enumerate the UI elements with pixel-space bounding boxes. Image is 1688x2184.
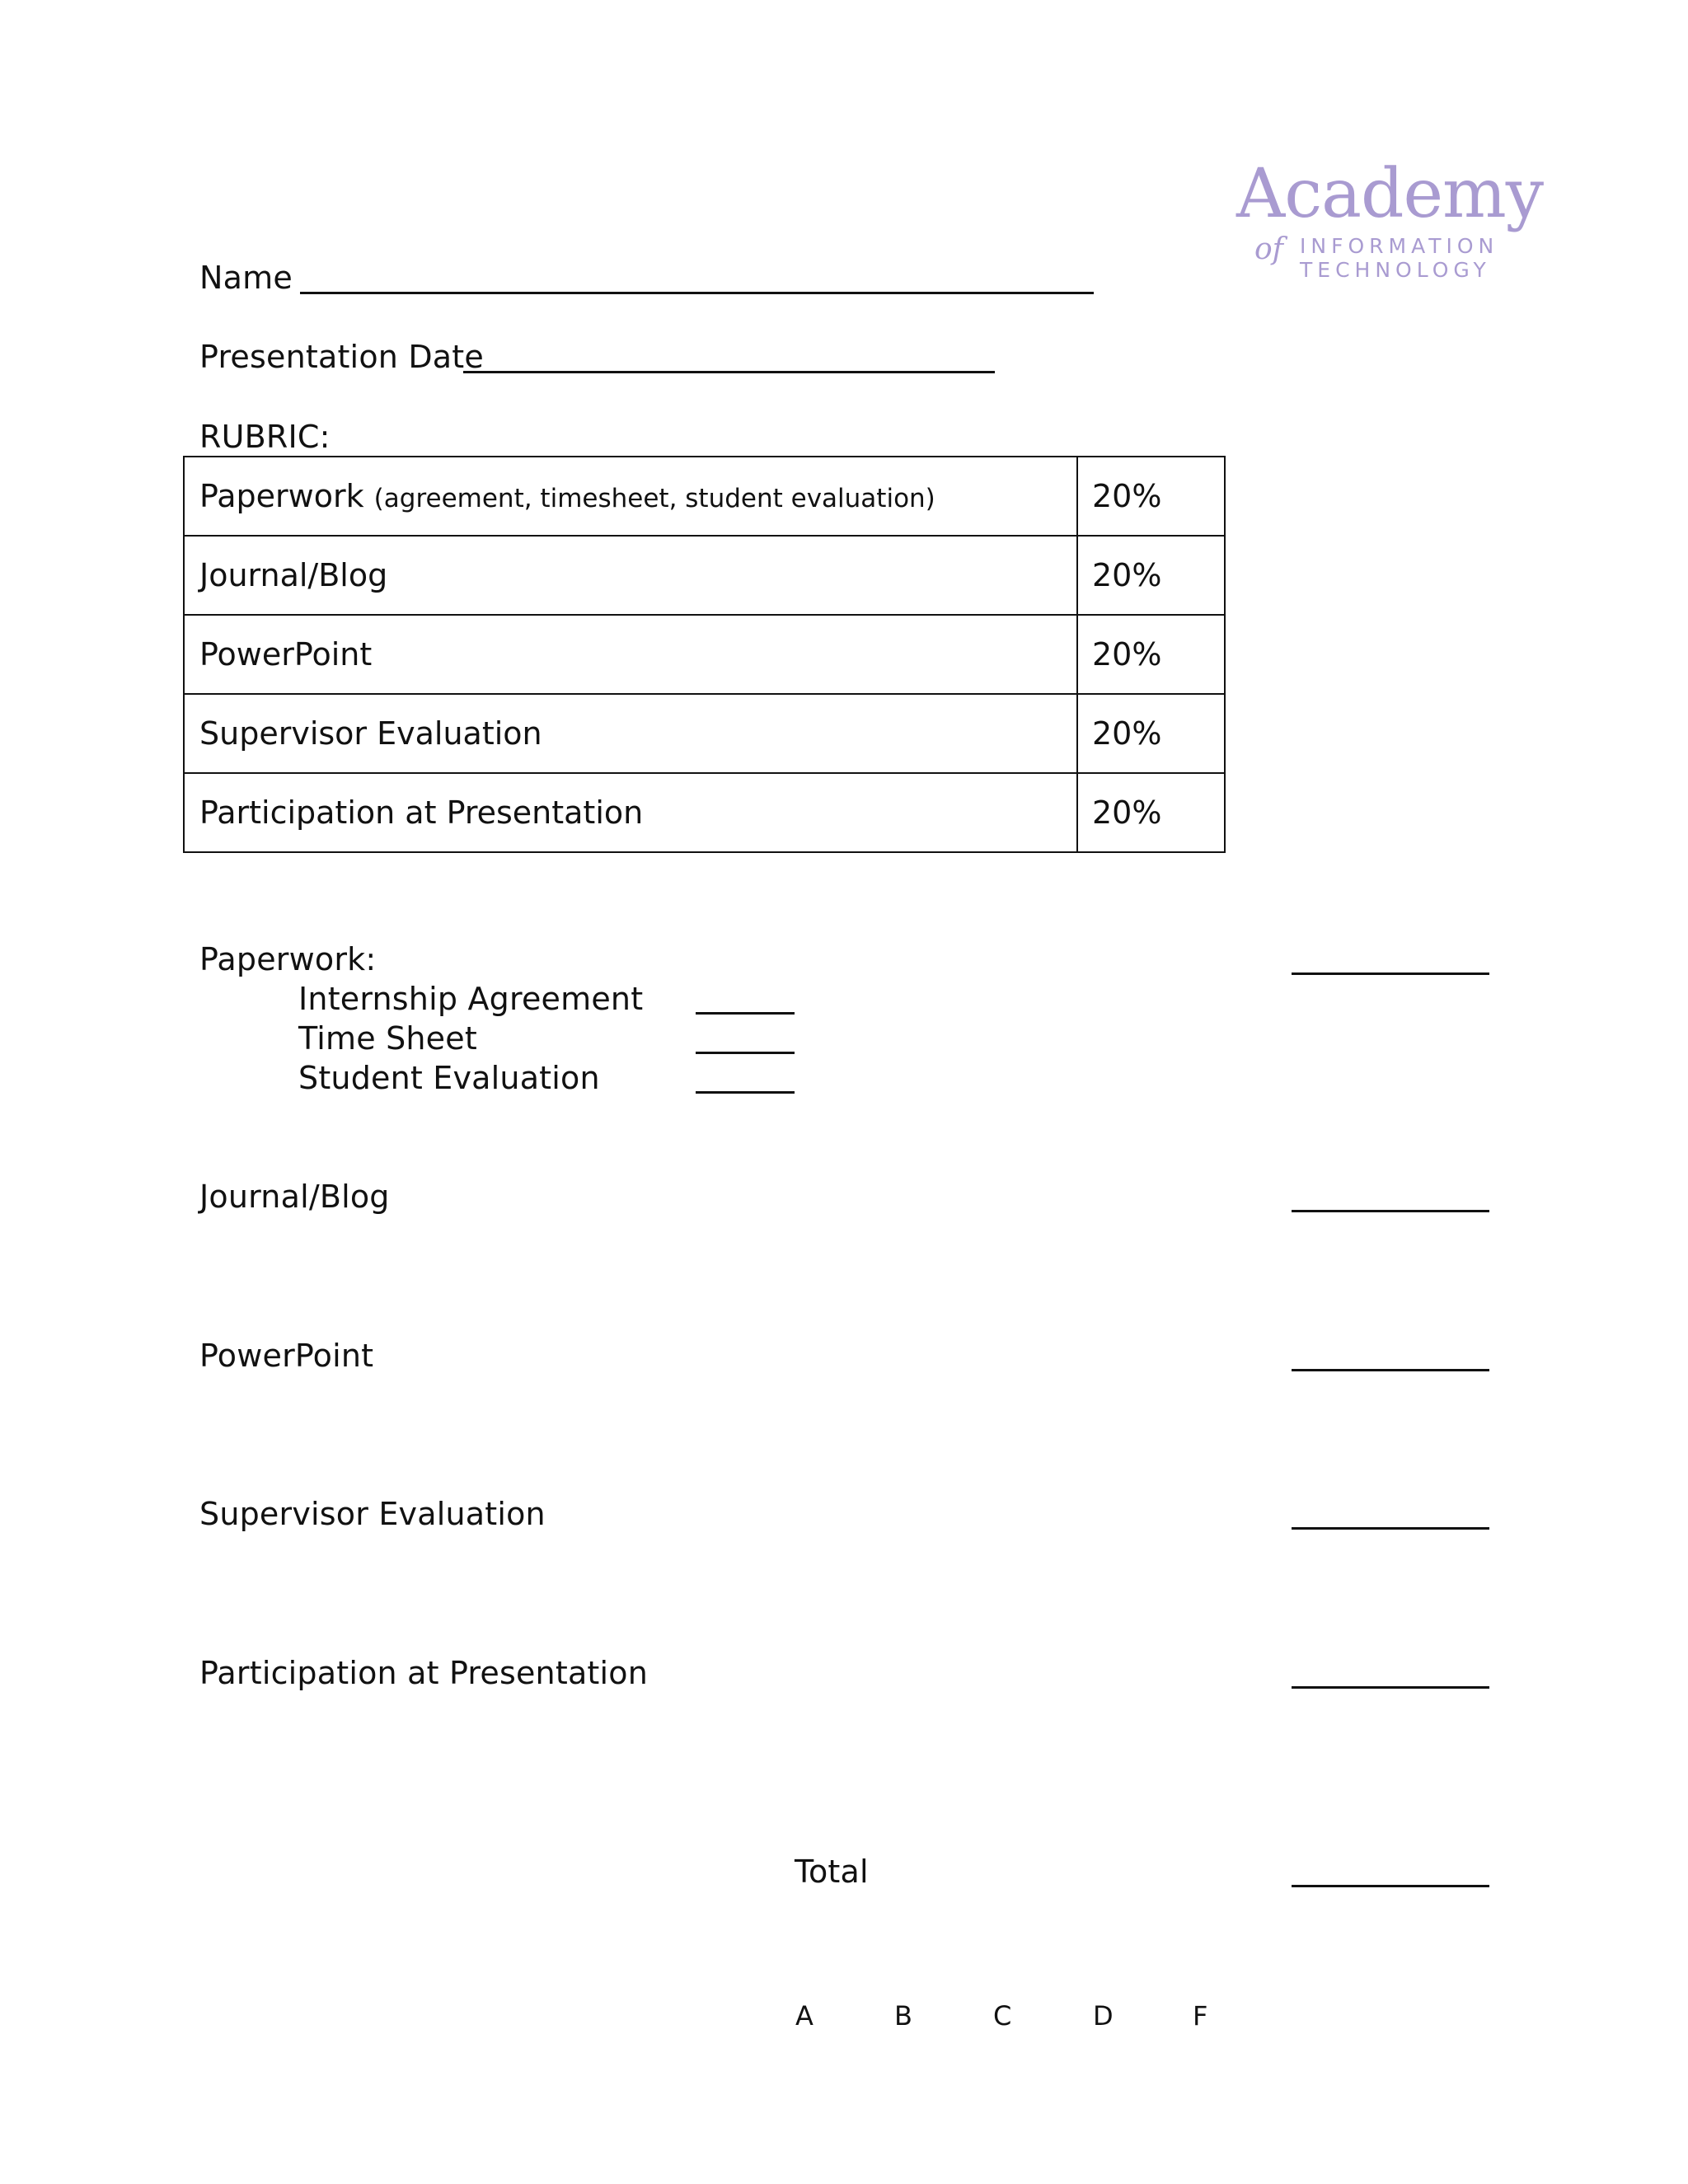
rubric-criterion-note: (agreement, timesheet, student evaluation)	[373, 484, 935, 513]
rubric-criterion: Journal/Blog	[184, 536, 1077, 615]
name-label: Name	[199, 260, 293, 296]
total-label: Total	[795, 1854, 869, 1890]
rubric-table	[183, 456, 1226, 853]
participation-score-label: Participation at Presentation	[199, 1655, 649, 1691]
rubric-weight: 20%	[1077, 457, 1225, 536]
rubric-weight: 20%	[1077, 615, 1225, 694]
supervisor-score-line[interactable]	[1292, 1527, 1489, 1530]
internship-agreement-line[interactable]	[696, 1012, 795, 1015]
logo-line-2: TECHNOLOGY	[1300, 258, 1491, 282]
rubric-criterion: Participation at Presentation	[184, 773, 1077, 852]
rubric-criterion: Paperwork (agreement, timesheet, student evaluation)	[184, 457, 1077, 536]
presentation-date-label: Presentation Date	[199, 339, 484, 375]
grade-d[interactable]: D	[1093, 2000, 1114, 2032]
powerpoint-score-label: PowerPoint	[199, 1338, 374, 1374]
rubric-row	[184, 773, 1225, 852]
rubric-row	[184, 457, 1225, 536]
rubric-weight: 20%	[1077, 694, 1225, 773]
rubric-criterion: Supervisor Evaluation	[184, 694, 1077, 773]
name-field-line[interactable]	[300, 292, 1094, 294]
grade-a[interactable]: A	[795, 2000, 814, 2032]
logo-line-1: INFORMATION	[1300, 234, 1499, 258]
powerpoint-score-line[interactable]	[1292, 1369, 1489, 1371]
sub-item-label: Student Evaluation	[298, 1060, 600, 1096]
sub-item-label: Time Sheet	[298, 1020, 477, 1057]
rubric-weight: 20%	[1077, 773, 1225, 852]
grade-b[interactable]: B	[894, 2000, 913, 2032]
sub-item-label: Internship Agreement	[298, 981, 644, 1017]
journal-score-line[interactable]	[1292, 1210, 1489, 1212]
paperwork-score-line[interactable]	[1292, 972, 1489, 975]
rubric-heading: RUBRIC:	[199, 419, 331, 455]
rubric-criterion: PowerPoint	[184, 615, 1077, 694]
total-score-line[interactable]	[1292, 1885, 1489, 1887]
rubric-row	[184, 536, 1225, 615]
participation-score-line[interactable]	[1292, 1686, 1489, 1689]
student-evaluation-line[interactable]	[696, 1091, 795, 1094]
time-sheet-line[interactable]	[696, 1052, 795, 1054]
academy-logo	[1187, 132, 1544, 288]
logo-title: Academy	[1236, 155, 1544, 233]
grade-f[interactable]: F	[1193, 2000, 1208, 2032]
paperwork-score-label: Paperwork:	[199, 941, 377, 977]
rubric-row	[184, 694, 1225, 773]
rubric-weight: 20%	[1077, 536, 1225, 615]
grade-c[interactable]: C	[993, 2000, 1012, 2032]
supervisor-score-label: Supervisor Evaluation	[199, 1496, 546, 1532]
logo-of: of	[1254, 232, 1283, 266]
journal-score-label: Journal/Blog	[199, 1179, 390, 1215]
rubric-row	[184, 615, 1225, 694]
presentation-date-field-line[interactable]	[463, 371, 995, 373]
